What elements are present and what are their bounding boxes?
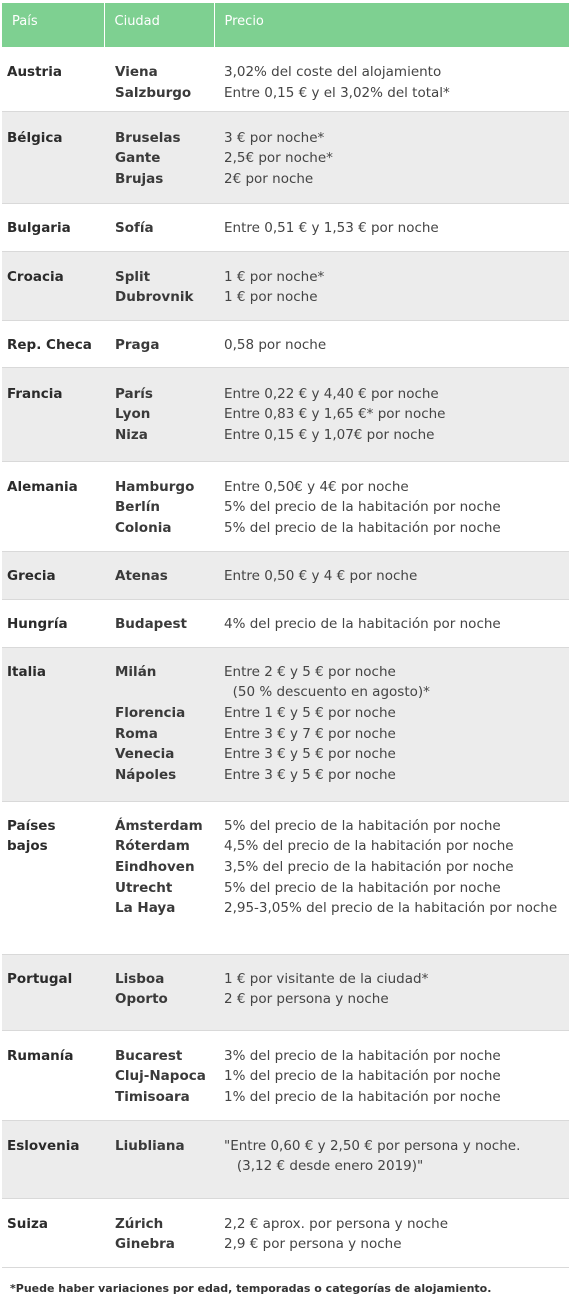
city-cell <box>104 599 214 647</box>
country-line: Italia <box>7 663 46 680</box>
price-cell <box>214 647 569 801</box>
city-line: Dubrovnik <box>115 289 194 306</box>
price-cell <box>214 801 569 954</box>
city-cell <box>104 203 214 251</box>
country-line: Hungría <box>7 615 68 632</box>
country-cell <box>2 599 104 647</box>
price-line: 5% del precio de la habitación por noche <box>224 499 501 516</box>
city-line: Venecia <box>115 746 175 763</box>
city-line: La Haya <box>115 900 176 917</box>
city-line: Cluj-Napoca <box>115 1068 206 1085</box>
country-cell <box>2 1198 104 1267</box>
country-cell <box>2 647 104 801</box>
price-line: Entre 0,50 € y 4 € por noche <box>224 567 418 584</box>
country-cell <box>2 111 104 203</box>
price-cell <box>214 1030 569 1120</box>
city-line: Colonia <box>115 519 172 536</box>
city-line: Oporto <box>115 991 168 1008</box>
price-line: 2€ por noche <box>224 170 314 187</box>
city-line: Praga <box>115 336 160 353</box>
table-row <box>2 551 569 599</box>
city-line: Liubliana <box>115 1137 185 1154</box>
table-row <box>2 203 569 251</box>
city-line: Atenas <box>115 567 168 584</box>
city-line: Bruselas <box>115 129 181 146</box>
city-line <box>115 682 214 703</box>
city-line: Sofía <box>115 219 154 236</box>
country-cell <box>2 461 104 551</box>
city-cell <box>104 251 214 320</box>
price-cell <box>214 551 569 599</box>
country-cell <box>2 47 104 111</box>
price-line: Entre 3 € y 7 € por noche <box>224 725 396 742</box>
country-line: Bulgaria <box>7 219 71 236</box>
city-line: Lyon <box>115 406 151 423</box>
price-line: 5% del precio de la habitación por noche <box>224 879 501 896</box>
tourist-tax-table <box>2 3 569 1268</box>
price-line: 1% del precio de la habitación por noche <box>224 1068 501 1085</box>
city-line: Ginebra <box>115 1236 175 1253</box>
country-line: Bélgica <box>7 129 63 146</box>
country-line: Austria <box>7 64 62 80</box>
price-line: 2,95-3,05% del precio de la habitación por noche <box>224 900 558 917</box>
header-city: Ciudad <box>104 3 214 47</box>
table-body <box>2 47 569 1267</box>
table-row <box>2 367 569 461</box>
country-line: Suiza <box>7 1215 48 1232</box>
table-row <box>2 251 569 320</box>
country-cell <box>2 203 104 251</box>
price-line: 3,5% del precio de la habitación por noche <box>224 858 514 875</box>
price-line: 3% del precio de la habitación por noche <box>224 1047 501 1064</box>
price-cell <box>214 461 569 551</box>
city-cell <box>104 461 214 551</box>
city-cell <box>104 1030 214 1120</box>
price-line: 2 € por persona y noche <box>224 991 389 1008</box>
city-line: Zúrich <box>115 1215 164 1232</box>
country-line: Países <box>7 817 56 834</box>
price-line: 4% del precio de la habitación por noche <box>224 615 501 632</box>
city-line: Eindhoven <box>115 858 195 875</box>
table-row <box>2 47 569 111</box>
price-line: Entre 0,15 € y el 3,02% del total* <box>224 84 450 101</box>
price-cell <box>214 367 569 461</box>
city-line: Viena <box>115 64 158 80</box>
country-line: Alemania <box>7 478 78 495</box>
price-line: Entre 0,22 € y 4,40 € por noche <box>224 385 439 402</box>
table-row <box>2 801 569 954</box>
price-line: (3,12 € desde enero 2019)" <box>224 1158 424 1175</box>
price-line: 4,5% del precio de la habitación por noche <box>224 838 514 855</box>
city-line: Milán <box>115 663 157 680</box>
city-line: Nápoles <box>115 767 177 784</box>
table-header <box>2 3 569 47</box>
city-line: Hamburgo <box>115 478 195 495</box>
price-line: Entre 2 € y 5 € por noche <box>224 663 396 680</box>
table-row <box>2 647 569 801</box>
table-row <box>2 1198 569 1267</box>
price-line: 3,02% del coste del alojamiento <box>224 64 442 80</box>
price-line: (50 % descuento en agosto)* <box>224 684 430 701</box>
city-line: Niza <box>115 426 148 443</box>
country-line: bajos <box>7 838 48 855</box>
price-line: Entre 3 € y 5 € por noche <box>224 767 396 784</box>
country-line: Rep. Checa <box>7 336 92 353</box>
table-row <box>2 461 569 551</box>
price-cell <box>214 111 569 203</box>
country-line: Portugal <box>7 970 73 987</box>
city-line: Roma <box>115 725 158 742</box>
price-line: 1 € por noche* <box>224 268 325 285</box>
price-cell <box>214 1198 569 1267</box>
city-line: Timisoara <box>115 1088 190 1105</box>
country-cell <box>2 551 104 599</box>
city-line: Róterdam <box>115 838 190 855</box>
table-row <box>2 1030 569 1120</box>
price-line: 2,2 € aprox. por persona y noche <box>224 1215 449 1232</box>
price-line: Entre 0,51 € y 1,53 € por noche <box>224 219 439 236</box>
price-line: 3 € por noche* <box>224 129 325 146</box>
city-cell <box>104 551 214 599</box>
price-line: Entre 0,15 € y 1,07€ por noche <box>224 426 435 443</box>
table-row <box>2 954 569 1030</box>
city-line: Utrecht <box>115 879 173 896</box>
country-line: Grecia <box>7 567 56 584</box>
table-row <box>2 111 569 203</box>
table-row <box>2 599 569 647</box>
price-line: Entre 1 € y 5 € por noche <box>224 704 396 721</box>
city-cell <box>104 111 214 203</box>
country-cell <box>2 801 104 954</box>
city-cell <box>104 954 214 1030</box>
country-cell <box>2 1030 104 1120</box>
country-line: Eslovenia <box>7 1137 80 1154</box>
city-line: Bucarest <box>115 1047 183 1064</box>
price-line: 1 € por visitante de la ciudad* <box>224 970 429 987</box>
city-line: Florencia <box>115 704 186 721</box>
price-line: 5% del precio de la habitación por noche <box>224 817 501 834</box>
price-line: 1% del precio de la habitación por noche <box>224 1088 501 1105</box>
price-cell <box>214 47 569 111</box>
country-cell <box>2 1120 104 1198</box>
city-line: Gante <box>115 150 161 167</box>
country-cell <box>2 320 104 367</box>
price-cell <box>214 251 569 320</box>
footnote: *Puede haber variaciones por edad, temporadas o categorías de alojamiento. <box>10 1282 492 1295</box>
country-cell <box>2 367 104 461</box>
city-line: Lisboa <box>115 970 165 987</box>
city-cell <box>104 1120 214 1198</box>
price-line: 2,5€ por noche* <box>224 150 333 167</box>
price-cell <box>214 320 569 367</box>
city-cell <box>104 647 214 801</box>
price-cell <box>214 599 569 647</box>
city-line: Split <box>115 268 151 285</box>
price-cell <box>214 203 569 251</box>
price-line: Entre 3 € y 5 € por noche <box>224 746 396 763</box>
table-row <box>2 1120 569 1198</box>
price-line: Entre 0,83 € y 1,65 €* por noche <box>224 406 446 423</box>
price-line: 1 € por noche <box>224 289 318 306</box>
city-line: Salzburgo <box>115 84 192 101</box>
header-price: Precio <box>214 3 569 47</box>
city-line: París <box>115 385 153 402</box>
city-cell <box>104 320 214 367</box>
city-line: Ámsterdam <box>115 817 203 834</box>
country-line: Croacia <box>7 268 64 285</box>
price-cell <box>214 954 569 1030</box>
country-cell <box>2 954 104 1030</box>
city-cell <box>104 367 214 461</box>
city-line: Berlín <box>115 499 160 516</box>
header-country: País <box>2 3 104 47</box>
city-cell <box>104 1198 214 1267</box>
city-line: Brujas <box>115 170 164 187</box>
table-row <box>2 320 569 367</box>
city-cell <box>104 801 214 954</box>
country-line: Rumanía <box>7 1047 74 1064</box>
country-line: Francia <box>7 385 63 402</box>
city-line: Budapest <box>115 615 187 632</box>
price-line: 5% del precio de la habitación por noche <box>224 519 501 536</box>
country-cell <box>2 251 104 320</box>
price-line: Entre 0,50€ y 4€ por noche <box>224 478 409 495</box>
city-cell <box>104 47 214 111</box>
price-line: "Entre 0,60 € y 2,50 € por persona y noche. <box>224 1137 521 1154</box>
price-cell <box>214 1120 569 1198</box>
price-line: 2,9 € por persona y noche <box>224 1236 402 1253</box>
price-line: 0,58 por noche <box>224 336 327 353</box>
